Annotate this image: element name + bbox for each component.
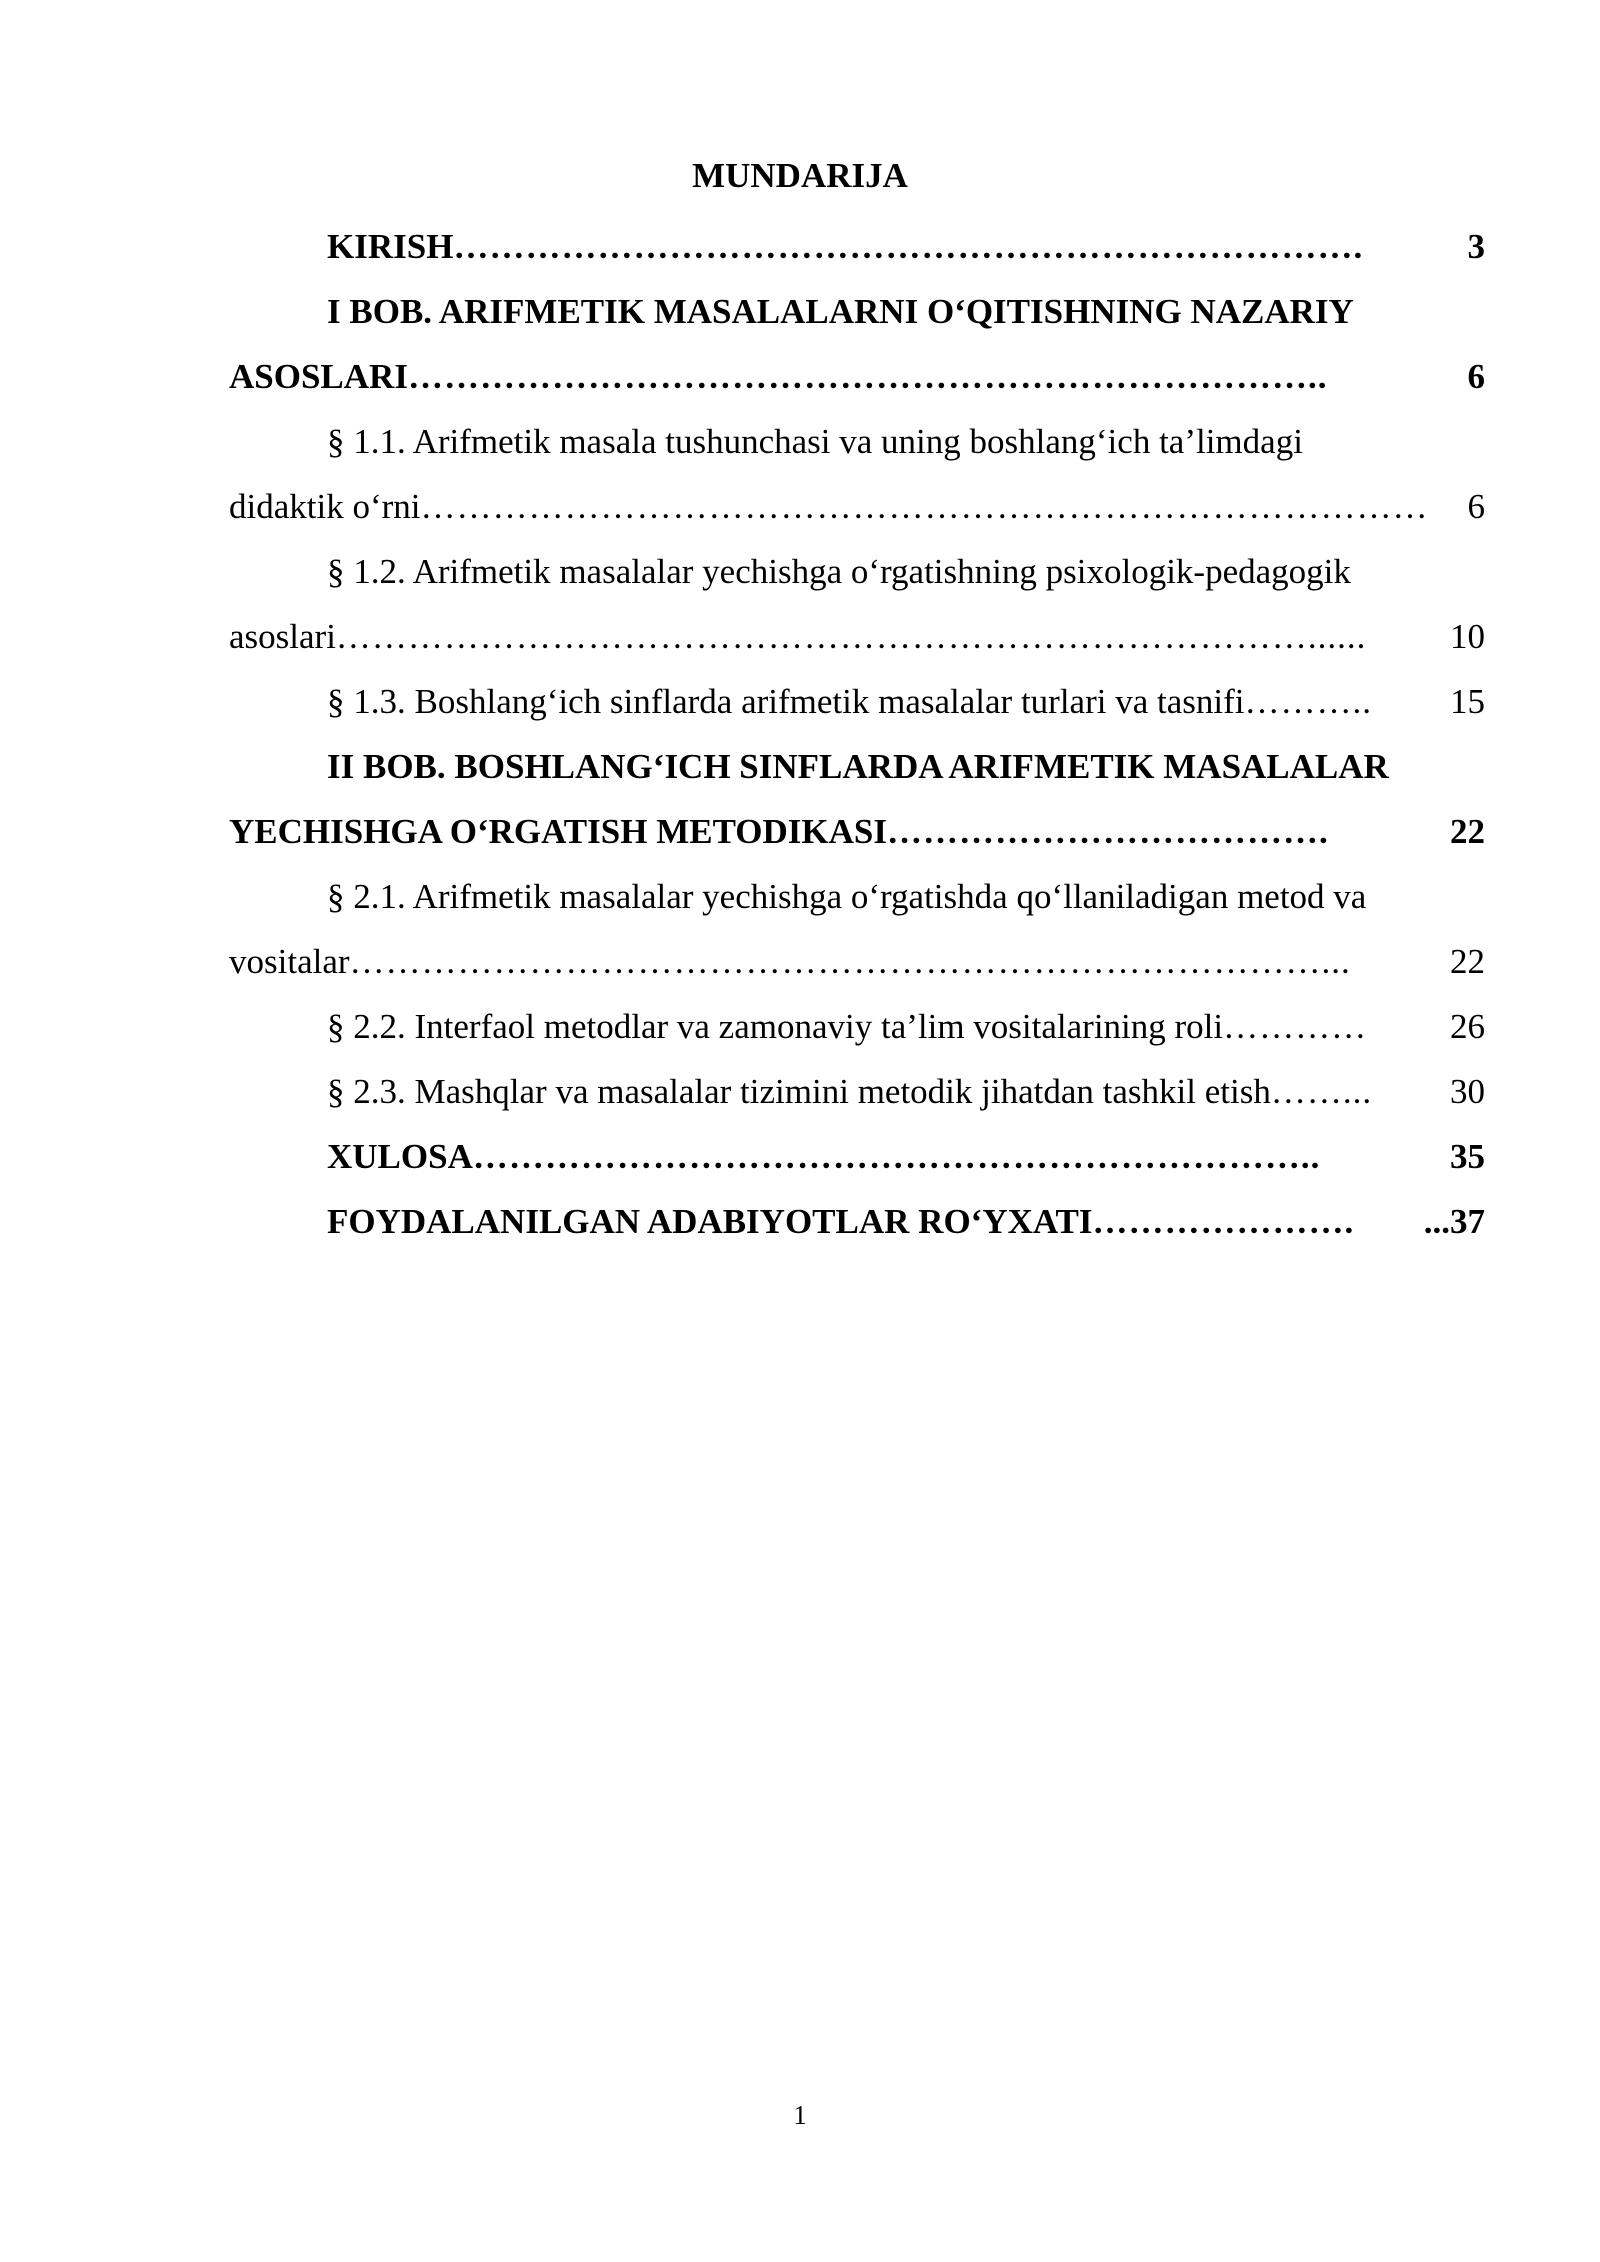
toc-page-number: 3 [1467, 227, 1485, 266]
toc-leader-dots: ………………………………………………………………………... [349, 942, 1351, 981]
toc-entry-section-2-2[interactable] [229, 994, 1485, 1059]
toc-entry-label: didaktik o‘rni [229, 487, 421, 526]
toc-entry-section-1-2-line-1[interactable]: § 1.2. Arifmetik masalalar yechishga o‘rgatishning psixologik-pedagogik [327, 552, 1351, 591]
toc-entry-section-1-3[interactable] [229, 669, 1485, 734]
page-title: MUNDARIJA [692, 156, 908, 195]
toc-page-number: 22 [1450, 812, 1485, 851]
toc-leader-dots: ………………………………………………………………………… [420, 487, 1429, 526]
toc-entry-label: § 2.3. Mashqlar va masalalar tizimini metodik jihatdan tashkil etish [327, 1072, 1271, 1111]
toc-page-number: 30 [1450, 1072, 1485, 1111]
toc-leader-dots: …………………………………………………………………. [453, 227, 1364, 266]
toc-entry-references[interactable] [229, 1189, 1485, 1254]
toc-entry-section-2-1-line-1[interactable]: § 2.1. Arifmetik masalalar yechishga o‘rgatishda qo‘llaniladigan metod va [327, 877, 1367, 916]
toc-page-number: 22 [1450, 942, 1485, 981]
toc-entry-xulosa[interactable] [229, 1124, 1485, 1189]
toc-page-number: 15 [1450, 682, 1485, 721]
toc-entry-section-1-2-line-2[interactable] [229, 604, 1485, 669]
toc-entry-chapter-2-line-2[interactable] [229, 799, 1485, 864]
toc-leader-dots: ………………………………………………………………………...... [335, 617, 1367, 656]
toc-entry-label: vositalar [229, 942, 350, 981]
toc-entry-section-1-1-line-1[interactable]: § 1.1. Arifmetik masala tushunchasi va uning boshlang‘ich ta’limdagi [327, 422, 1303, 461]
toc-page-number: ...37 [1423, 1202, 1485, 1241]
toc-entry-label: KIRISH [327, 227, 454, 266]
page-number: 1 [793, 2100, 807, 2130]
toc-entry-label: § 1.3. Boshlang‘ich sinflarda arifmetik masalalar turlari va tasnifi [327, 682, 1245, 721]
toc-page-number: 35 [1450, 1137, 1485, 1176]
toc-leader-dots: …………………………………………………………….. [472, 1137, 1321, 1176]
toc-entry-label: YECHISHGA O‘RGATISH METODIKASI [229, 812, 888, 851]
toc-page-number: 26 [1450, 1007, 1485, 1046]
toc-entry-section-2-3[interactable] [229, 1059, 1485, 1124]
toc-leader-dots: ……….. [1244, 682, 1372, 721]
toc-entry-label: FOYDALANILGAN ADABIYOTLAR RO‘YXATI [327, 1202, 1093, 1241]
toc-page-number: 6 [1467, 487, 1485, 526]
toc-entry-label: XULOSA [327, 1137, 473, 1176]
toc-entry-chapter-1-line-1[interactable]: I BOB. ARIFMETIK MASALALARNI O‘QITISHNING NAZARIY [327, 292, 1354, 331]
toc-entry-label: asoslari [229, 617, 336, 656]
toc-entry-chapter-2-line-1[interactable]: II BOB. BOSHLANG‘ICH SINFLARDA ARIFMETIK MASALALAR [327, 747, 1389, 786]
toc-leader-dots: …………………. [1092, 1202, 1355, 1241]
toc-entry-label: ASOSLARI [229, 357, 408, 396]
toc-leader-dots: ………………………………………………………………….. [407, 357, 1328, 396]
toc-page-number: 6 [1467, 357, 1485, 396]
toc-entry-kirish[interactable] [229, 214, 1485, 279]
toc-page-number: 10 [1450, 617, 1485, 656]
toc-entry-chapter-1-line-2[interactable] [229, 344, 1485, 409]
table-of-contents [229, 214, 1485, 1254]
toc-leader-dots: ………………………………. [887, 812, 1329, 851]
toc-entry-section-1-1-line-2[interactable] [229, 474, 1485, 539]
toc-leader-dots: ………… [1223, 1007, 1368, 1046]
toc-entry-label: § 2.2. Interfaol metodlar va zamonaviy ta’lim vositalarining roli [327, 1007, 1224, 1046]
toc-leader-dots: ……... [1270, 1072, 1373, 1111]
toc-entry-section-2-1-line-2[interactable] [229, 929, 1485, 994]
